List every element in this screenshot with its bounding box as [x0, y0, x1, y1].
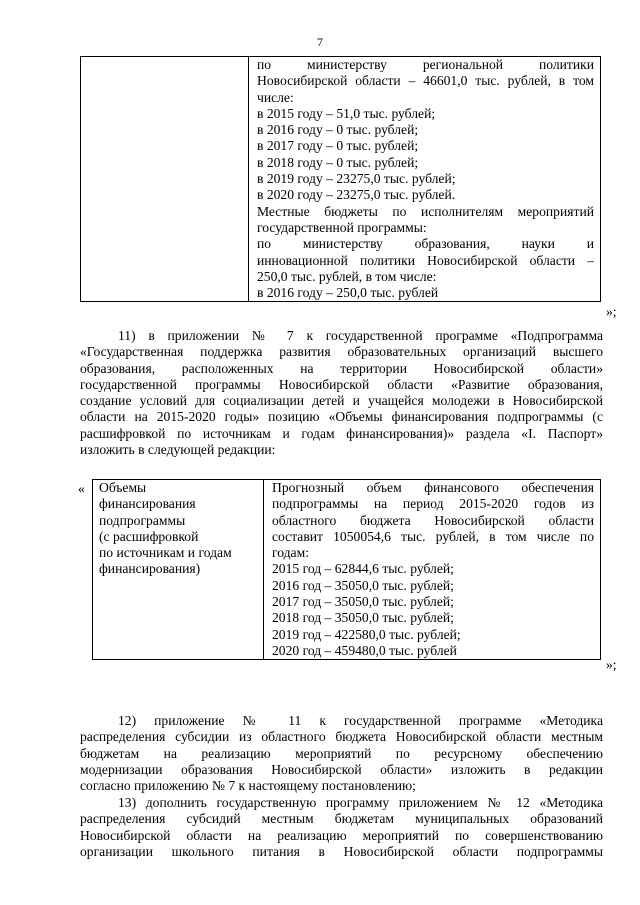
- table-cell-funding-details: [264, 480, 601, 660]
- text-line: 13) дополнить государственную программу приложением № 12 «Методика: [118, 795, 603, 810]
- text-line: согласно приложению № 7 к настоящему постановлению;: [80, 778, 416, 794]
- text-line: Новосибирской области на реализацию мероприятий по совершенствованию: [80, 827, 603, 843]
- text-line: модернизации образования Новосибирской области» изложить в редакции: [80, 761, 603, 777]
- paragraph-12: [80, 713, 603, 794]
- text-line: Объемы: [99, 480, 147, 495]
- text-line: расшифровкой по источникам и годам финансирования)» раздела «I. Паспорт»: [80, 425, 603, 441]
- text-line: подпрограммы: [99, 512, 186, 528]
- table-cell-funding-text: [249, 57, 601, 302]
- text-line: создание условий для социализации детей и учащейся молодежи в Новосибирской: [80, 393, 603, 409]
- text-line: финансирования): [99, 561, 201, 577]
- text-line: 2016 год – 35050,0 тыс. рублей;: [272, 577, 454, 593]
- text-line: государственной программы Новосибирской области «Развитие образования,: [80, 376, 603, 392]
- text-line: образования, расположенных на территории Новосибирской области»: [80, 360, 603, 376]
- text-line: области на 2015-2020 годы» позицию «Объемы финансирования подпрограммы (с: [80, 409, 603, 425]
- text-line: 2017 год – 35050,0 тыс. рублей;: [272, 594, 454, 610]
- text-line: подпрограммы на период 2015-2020 годов из: [272, 496, 594, 512]
- text-line: (с расшифровкой: [99, 528, 199, 544]
- text-line: бюджетам на реализацию мероприятий по ресурсному обеспечению: [80, 745, 603, 761]
- text-line: распределения субсидии из областного бюджета Новосибирской области местным: [80, 729, 603, 745]
- text-line: организации школьного питания в Новосибирской области подпрограммы: [80, 843, 603, 859]
- text-line: 2018 год – 35050,0 тыс. рублей;: [272, 610, 454, 626]
- text-line: составит 1050054,6 тыс. рублей, в том числе по: [272, 528, 594, 544]
- funding-details-lines: [272, 480, 594, 659]
- text-line: 2019 год – 422580,0 тыс. рублей;: [272, 626, 461, 642]
- text-line: в 2019 году – 23275,0 тыс. рублей;: [257, 171, 456, 187]
- text-line: числе:: [257, 89, 294, 105]
- text-line: в 2015 году – 51,0 тыс. рублей;: [257, 105, 436, 121]
- text-line: государственной программы:: [257, 219, 427, 235]
- text-line: в 2016 году – 0 тыс. рублей;: [257, 122, 419, 138]
- text-line: по источникам и годам: [99, 545, 232, 561]
- opening-quote: «: [78, 481, 85, 496]
- text-line: «Государственная поддержка развития образовательных организаций высшего: [80, 344, 603, 360]
- text-line: годам:: [272, 545, 309, 561]
- table-cell-heading: [93, 480, 264, 660]
- page-number: 7: [317, 35, 323, 49]
- text-line: изложить в следующей редакции:: [80, 442, 276, 458]
- text-line: областного бюджета Новосибирской области: [272, 512, 594, 528]
- funding-text-lines: [257, 57, 594, 301]
- closing-quote: »;: [606, 657, 617, 672]
- heading-lines: [99, 480, 257, 578]
- table-cell-empty: [81, 57, 249, 302]
- text-line: в 2018 году – 0 тыс. рублей;: [257, 154, 419, 170]
- text-line: инновационной политики Новосибирской области –: [257, 252, 594, 268]
- text-line: Прогнозный объем финансового обеспечения: [272, 480, 594, 495]
- funding-table-continued: [80, 56, 601, 302]
- text-line: в 2020 году – 23275,0 тыс. рублей.: [257, 187, 456, 203]
- text-line: в 2017 году – 0 тыс. рублей;: [257, 138, 419, 154]
- text-line: по министерству образования, науки и: [257, 236, 594, 252]
- text-line: финансирования: [99, 496, 196, 512]
- text-line: Новосибирской области – 46601,0 тыс. рублей, в том: [257, 73, 594, 89]
- text-line: в 2016 году – 250,0 тыс. рублей: [257, 285, 439, 301]
- text-line: 250,0 тыс. рублей, в том числе:: [257, 268, 437, 284]
- text-line: 11) в приложении № 7 к государственной программе «Подпрограмма: [118, 328, 603, 343]
- text-line: 12) приложение № 11 к государственной программе «Методика: [118, 713, 603, 728]
- paragraph-11: [80, 328, 603, 458]
- text-line: распределения субсидий местным бюджетам муниципальных образований: [80, 811, 603, 827]
- text-line: 2020 год – 459480,0 тыс. рублей: [272, 642, 457, 658]
- text-line: по министерству региональной политики: [257, 57, 594, 72]
- passport-funding-table: [92, 479, 601, 660]
- paragraph-13: [80, 795, 603, 860]
- text-line: 2015 год – 62844,6 тыс. рублей;: [272, 561, 454, 577]
- text-line: Местные бюджеты по исполнителям мероприятий: [257, 203, 594, 219]
- closing-quote: »;: [606, 304, 617, 319]
